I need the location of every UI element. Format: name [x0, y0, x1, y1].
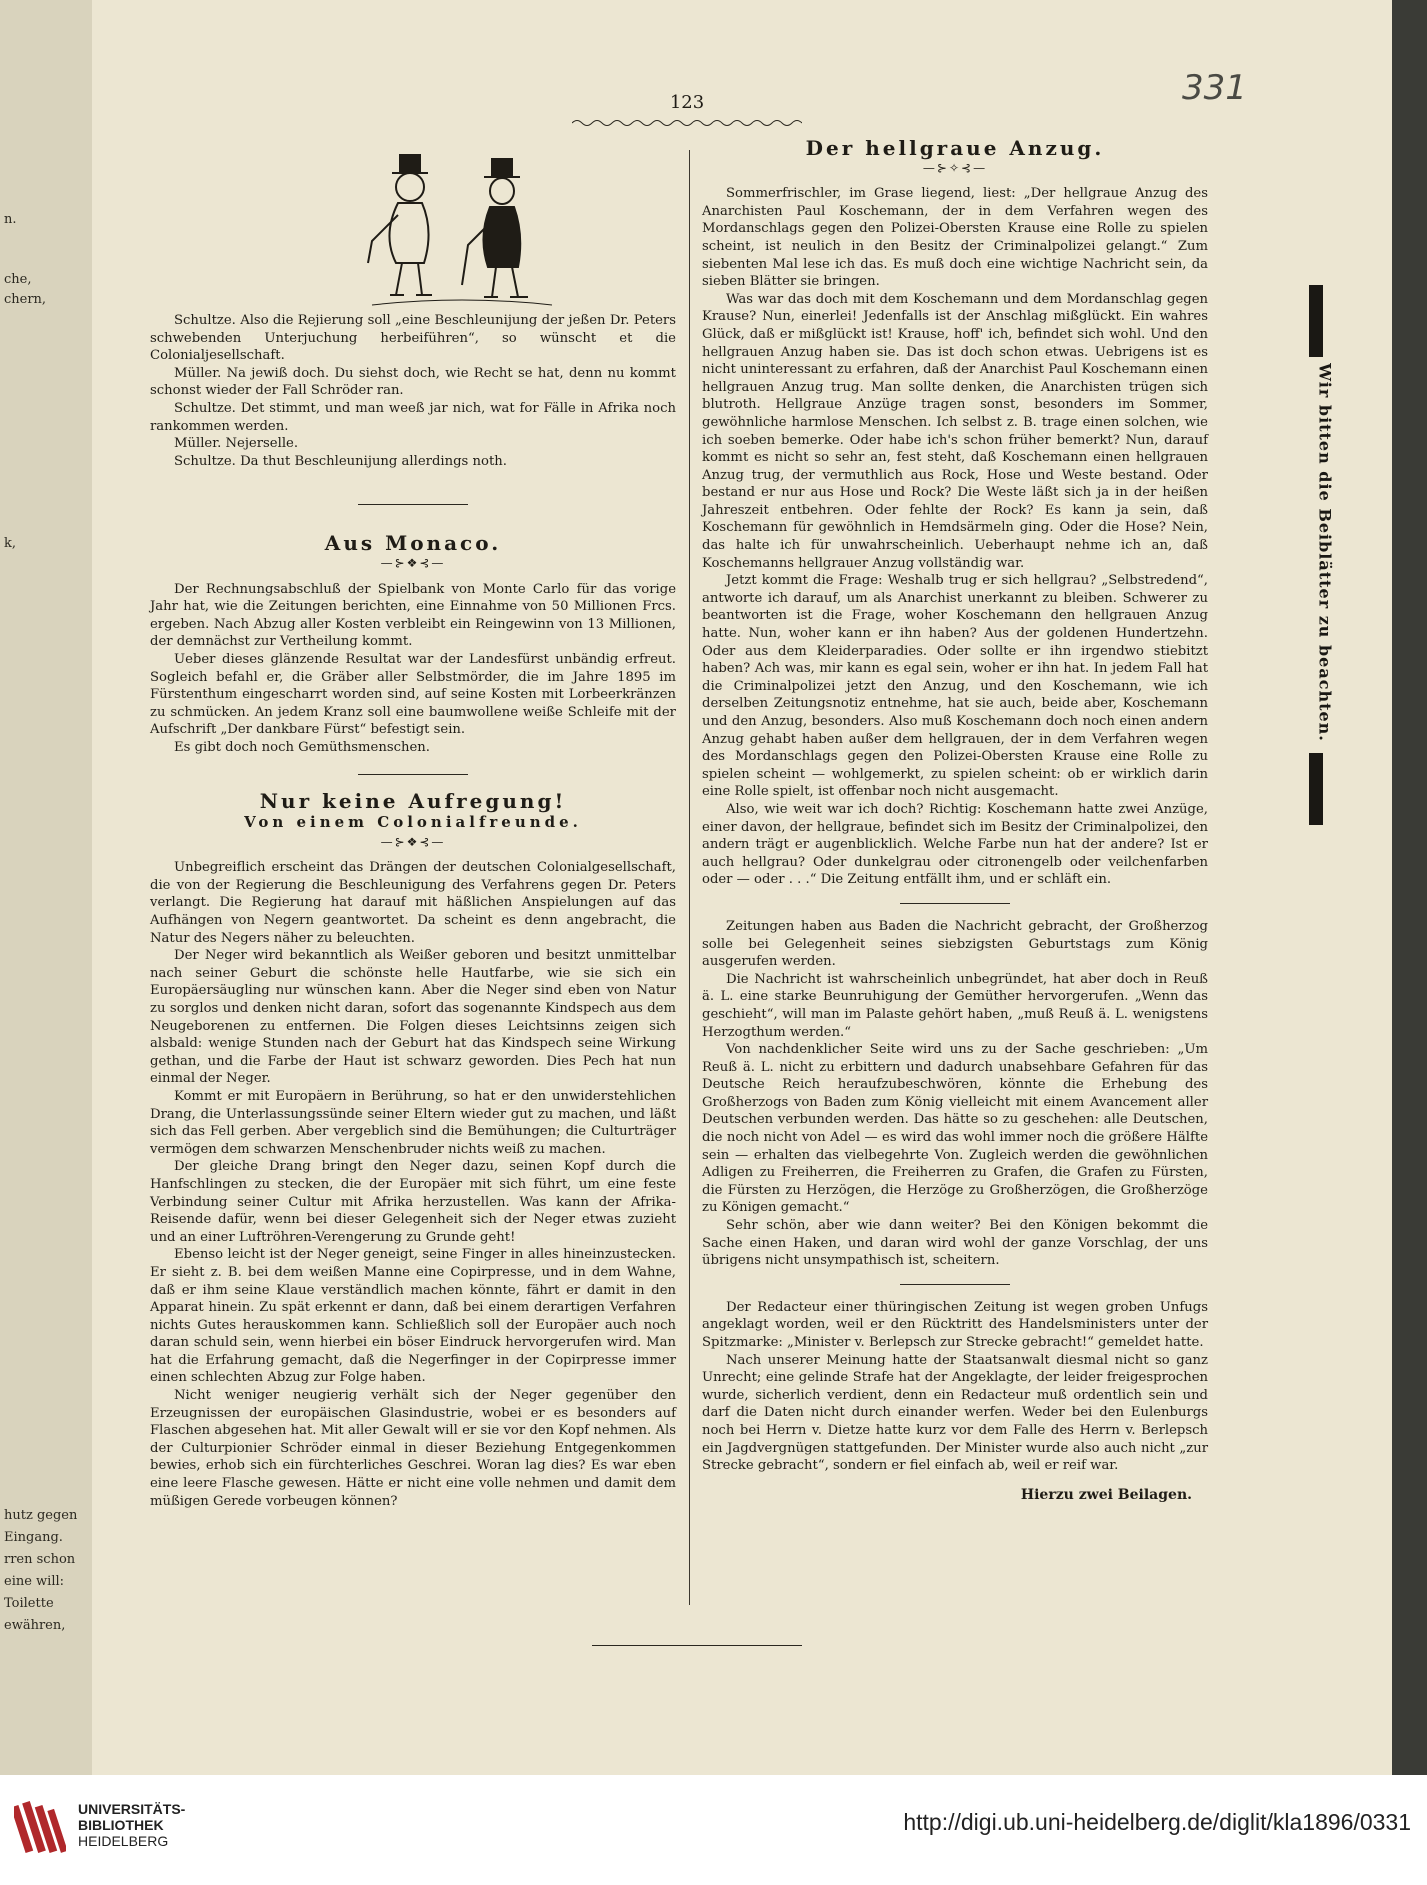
page-number: 123: [669, 92, 705, 113]
dialogue-line: [150, 312, 676, 365]
library-name-line: UNIVERSITÄTS-: [78, 1801, 186, 1817]
monaco-paragraph: Der Rechnungsabschluß der Spielbank von Monte Carlo für das vorige Jahr hat, wie die Zeitungen berichten, eine Einnahme von 50 Millionen Frcs. ergeben. Nach Abzug aller Kosten verbleibt ein Reingewinn von 13 Millionen, der demnächst zur Vertheilung kommt.: [150, 581, 676, 650]
dialogue-line: [150, 400, 676, 435]
illustration-two-gentlemen: [342, 145, 582, 315]
dialogue-text: Det stimmt, und man weeß jar nich, wat for Fälle in Afrika noch rankommen werden.: [150, 400, 676, 434]
prev-fragment: hutz gegen: [4, 1508, 78, 1523]
redacteur-paragraph: Der Redacteur einer thüringischen Zeitung ist wegen groben Unfugs angeklagt worden, weil er den Rücktritt des Handelsministers unter der Spitzmarke: „Minister v. Berlepsch zur Strecke gebracht!“ gemeldet hatte.: [702, 1299, 1208, 1350]
aufregung-paragraph: Nicht weniger neugierig verhält sich der Neger gegenüber den Erzeugnissen der europäischen Glasindustrie, wobei er es besonders auf Flaschen abgesehen hat. Mit aller Gewalt will er sie vor den Kopf nehmen. Als der Culturpionier Schröder einmal in dieser Beziehung Entgegenkommen bewies, erhob sich ein fürchterliches Geschrei. Woran lag dies? Es war eben eine leere Flasche gewesen. Hätte er nicht eine volle nehmen und damit dem müßigen Gerede vorbeugen können?: [150, 1388, 676, 1509]
dialogue-text: Da thut Beschleunijung allerdings noth.: [240, 453, 507, 469]
baden-paragraph: Sehr schön, aber wie dann weiter? Bei den Königen bekommt die Sache einen Haken, und daran wird wohl der ganze Vorschlag, der uns übrigens nicht unsympathisch ist, scheitern.: [702, 1218, 1208, 1269]
side-notice: [1305, 285, 1341, 825]
prev-fragment: Eingang.: [4, 1530, 63, 1545]
column-divider: [689, 150, 690, 1605]
library-name-line: HEIDELBERG: [78, 1833, 169, 1849]
anzug-paragraph: Jetzt kommt die Frage: Weshalb trug er sich hellgrau? „Selbstredend“, antworte ich darauf, um als Anarchist unerkannt zu bleiben. Schwerer zu beantworten ist die Frage, woher Koschemann den hellgrauen Anzug hatte. Nun, woher kann er ihn haben? Aus der goldenen Hundertzehn. Oder aus dem Kleiderparadies. Oder sollte er ihn irgendwo stiebitzt haben? Ach was, mir kann es egal sein, woher er ihn hat. In jedem Fall hat die Criminalpolizei jetzt den Anzug, und den Koschemann, wie ich derselben Zeitungsnotiz entnehme, hat sie auch, beide aber, Koschemann und den Anzug, besonders. Also muß Koschemann doch noch einen andern Anzug gehabt haben außer dem hellgrauen, der in dem Verfahren wegen des Mordanschlags gegen den Polizei-Obersten Krause eine Rolle zu spielen scheint — wohlgemerkt, zu spielen scheint: ob er wirklich darin eine Rolle spielt, ist offenbar noch nicht ausgemacht.: [702, 573, 1208, 800]
archive-number: 331: [1182, 68, 1247, 108]
title-ornament: —⊱❖⊰—: [380, 555, 446, 570]
prev-fragment: n.: [4, 212, 17, 227]
anzug-paragraph: Was war das doch mit dem Koschemann und dem Mordanschlag gegen Krause? Nun, einerlei! Jedenfalls ist der Anschlag mißglückt. Ein wahres Glück, daß er mißglückt ist! Krause, hoff' ich, befindet sich wohl. Und den hellgrauen Anzug haben sie. Das ist doch schon etwas. Uebrigens ist es nicht uninteressant zu erfahren, daß der Anarchist Paul Koschemann einen hellgrauen Anzug trug. Man sollte denken, die Anarchisten trügen sich blutroth. Hellgraue Anzüge tragen sonst, besonders im Sommer, gewöhnliche harmlose Menschen. Ich selbst z. B. trage einen solchen, wie ich soeben bemerke. Oder habe ich's schon früher bemerkt? Nun, darauf kommt es nicht so sehr an, fest steht, daß Koschemann einen hellgrauen Anzug trug, der vermuthlich aus Rock, Hose und Weste bestand. Oder bestand er nur aus Hose und Rock? Die Weste läßt sich ja in der heißen Jahreszeit entbehren. Oder fehlte der Rock? Es kann ja sein, daß Koschemann für gewöhnlich in Hemdsärmeln ging. Oder die Hose? Nein, das halte ich für unwahrscheinlich. Ueberhaupt nehme ich an, daß Koschemanns hellgrauer Anzug vollständig war.: [702, 291, 1208, 571]
dialogue-line: [150, 365, 676, 400]
article-title-monaco: Aus Monaco.: [324, 531, 502, 556]
library-name-line: BIBLIOTHEK: [78, 1817, 164, 1833]
dialogue-line: [150, 453, 676, 471]
speaker: Schultze.: [174, 313, 236, 328]
dialogue-text: Nejerselle.: [225, 436, 299, 452]
article-subtitle-aufregung: Von einem Colonialfreunde.: [244, 813, 582, 832]
title-ornament: —⊱❖⊰—: [380, 834, 446, 849]
aufregung-paragraph: Der gleiche Drang bringt den Neger dazu, seinen Kopf durch die Hanfschlingen zu stecken, die der Europäer mit sich führt, um eine feste Verbindung seiner Cultur mit Afrika herzustellen. Was kann der Afrika-Reisende dafür, wenn bei dieser Gelegenheit sich der Neger etwas zuzieht und an einer Luftröhren-Verengerung zu Grunde geht!: [150, 1159, 676, 1245]
aufregung-paragraph: Der Neger wird bekanntlich als Weißer geboren und besitzt unmittelbar nach seiner Geburt die schönste helle Hautfarbe, wie sie sich ein Europäersäugling nur wünschen kann. Aber die Neger sind eben von Natur zu sorglos und denken nicht daran, sofort das sogenannte Kindspech aus dem Neugeborenen zu entfernen. Die Folgen dieses Leichtsinns zeigen sich alsbald: wenige Stunden nach der Geburt hat das Kindspech seine Wirkung gethan, und die Farbe der Haut ist schwarz geworden. Dies Pech hat nun einmal der Neger.: [150, 948, 676, 1087]
section-rule: [900, 903, 1010, 904]
redacteur-paragraph: Nach unserer Meinung hatte der Staatsanwalt diesmal nicht so ganz Unrecht; eine gelinde Strafe hat der Angeklagte, der leider freigesprochen wurde, sicherlich verdient, denn ein Redacteur muß ordentlich sein und darf die Daten nicht durch einander werfen. Weder bei den Eulenburgs noch bei Herrn v. Dietze hatte kurz vor dem Falle des Herrn v. Berlepsch ein Jagdvergnügen stattgefunden. Der Minister wurde also auch nicht „zur Strecke gebracht“, sondern er fiel einfach ab, weil er reif war.: [702, 1352, 1208, 1474]
monaco-paragraph: Es gibt doch noch Gemüthsmenschen.: [174, 739, 430, 755]
anzug-paragraph: Also, wie weit war ich doch? Richtig: Koschemann hatte zwei Anzüge, einer davon, der hellgraue, befindet sich im Besitz der Criminalpolizei, den andern trägt er augenblicklich. Welche Farbe nun hat der andere? Ist er auch hellgrau? Oder dunkelgrau oder citronengelb oder veilchenfarben oder — oder . . .“ Die Zeitung entfällt ihm, und er schläft ein.: [702, 801, 1208, 888]
baden-paragraph: Von nachdenklicher Seite wird uns zu der Sache geschrieben: „Um Reuß ä. L. nicht zu erbittern und dadurch unabsehbare Gefahren für das Deutsche Reich heraufzubeschwören, könnte die Erhebung des Großherzogs von Baden zum König vielleicht mit einem Avancement aller Deutschen verbunden werden. Das hätte so zu geschehen: alle Deutschen, die noch nicht von Adel — es wird das wohl immer noch die größere Hälfte sein — erhalten das vielbegehrte Von. Zugleich werden die gewöhnlichen Adligen zu Freiherren, die Freiherren zu Grafen, die Grafen zu Fürsten, die Fürsten zu Herzögen, die Herzöge zu Großherzögen, die Großherzöge zu Königen gemacht.“: [702, 1042, 1208, 1216]
aufregung-paragraph: Ebenso leicht ist der Neger geneigt, seine Finger in alles hineinzustecken. Er sieht z. B. bei dem weißen Manne eine Copirpresse, und in dem Wahne, daß er ihm seine Klaue verständlich machen könnte, fährt er damit in den Apparat hinein. Zu spät erkennt er dann, daß bei einem derartigen Verfahren nichts Gutes herauskommen kann. Schließlich soll der Europäer auch noch daran schuld sein, wenn hierbei ein böser Eindruck hervorgerufen wird. Man hat die Erfahrung gemacht, daß die Negerfinger in der Copirpresse immer einen schlechten Abzug zur Folge haben.: [150, 1247, 676, 1386]
speaker: Schultze.: [174, 453, 236, 469]
speaker: Schultze.: [174, 400, 236, 416]
anzug-paragraph: Sommerfrischler, im Grase liegend, liest: „Der hellgraue Anzug des Anarchisten Paul Koschemann, der in dem Verfahren wegen des Mordanschlags gegen den Polizei-Obersten Krause eine Rolle zu spielen scheint, ist neulich in den Besitz der Criminalpolizei gelangt.“ Zum siebenten Mal lese ich das. Es muß doch eine wichtige Nachricht sein, da sieben Blätter sie bringen.: [702, 186, 1208, 290]
supplement-notice: Hierzu zwei Beilagen.: [1020, 1486, 1192, 1503]
section-rule: [358, 774, 468, 775]
dialogue-text: Also die Rejierung soll „eine Beschleunijung der jeßen Dr. Peters schwebenden Unterjuchung herbeiführen“, so wünscht et die Colonialjesellschaft.: [150, 313, 676, 364]
baden-paragraph: Die Nachricht ist wahrscheinlich unbegründet, hat aber doch in Reuß ä. L. eine starke Beunruhigung der Gemüther hervorgerufen. „Wenn das geschieht“, will man im Palaste gehört haben, „muß Reuß ä. L. wenigstens Herzogthum werden.“: [702, 971, 1208, 1040]
speaker: Müller.: [174, 365, 222, 381]
dialogue-text: Na jewiß doch. Du siehst doch, wie Recht se hat, denn nu kommt schonst wieder der Fall Schröder ran.: [150, 365, 676, 399]
prev-fragment: chern,: [4, 292, 47, 307]
library-name: [78, 1801, 185, 1849]
prev-fragment: eine will:: [4, 1574, 65, 1589]
bottom-rule: [592, 1645, 802, 1646]
page-number-ornament: [572, 118, 802, 128]
left-column: [150, 312, 676, 1510]
prev-fragment: Toilette: [4, 1596, 54, 1611]
permalink-url[interactable]: http://digi.ub.uni-heidelberg.de/diglit/kla1896/0331: [903, 1809, 1411, 1835]
prev-fragment: che,: [4, 272, 32, 287]
newspaper-page: [92, 0, 1392, 1775]
section-rule: [358, 504, 468, 505]
side-notice-text: Wir bitten die Beiblätter zu beachten.: [1315, 363, 1335, 742]
library-logo-icon: [14, 1795, 66, 1859]
title-ornament: —⊱✧⊰—: [922, 160, 988, 175]
baden-paragraph: Zeitungen haben aus Baden die Nachricht gebracht, der Großherzog solle bei Gelegenheit seines siebzigsten Geburtstags zum König ausgerufen werden.: [702, 918, 1208, 970]
viewer-footer: [0, 1775, 1427, 1885]
prev-fragment: rren schon: [4, 1552, 76, 1567]
previous-page-edge: [0, 0, 92, 1775]
article-title-anzug: Der hellgraue Anzug.: [805, 136, 1105, 160]
prev-fragment: ewähren,: [4, 1618, 66, 1633]
dialogue-line: [150, 435, 676, 453]
aufregung-paragraph: Kommt er mit Europäern in Berührung, so hat er den unwiderstehlichen Drang, die Unterlassungssünde seiner Eltern wieder gut zu machen, und läßt sich das Fell gerben. Aber vergeblich sind die Bemühungen; die Culturträger vermögen dem schwarzen Menschenbruder nichts weiß zu machen.: [150, 1088, 676, 1157]
aufregung-paragraph: Unbegreiflich erscheint das Drängen der deutschen Colonialgesellschaft, die von der Regierung die Beschleunigung des Verfahrens gegen Dr. Peters verlangt. Die Regierung hat darauf mit häßlichen Anspielungen auf das Aufhängen von Negern geantwortet. Da scheint es denn angebracht, die Natur des Negers näher zu beleuchten.: [150, 860, 676, 946]
monaco-paragraph: Ueber dieses glänzende Resultat war der Landesfürst unbändig erfreut. Sogleich befahl er, die Gräber aller Selbstmörder, die im Jahre 1895 im Fürstenthum eingescharrt worden sind, auf seine Kosten mit Lorbeerkränzen zu schmücken. An jedem Kranz soll eine baumwollene weiße Schleife mit der Aufschrift „Der dankbare Fürst“ befestigt sein.: [150, 651, 676, 738]
article-title-aufregung: Nur keine Aufregung!: [259, 789, 567, 814]
right-column: [702, 136, 1208, 1504]
speaker: Müller.: [174, 436, 222, 452]
prev-fragment: k,: [4, 536, 17, 551]
section-rule: [900, 1284, 1010, 1285]
